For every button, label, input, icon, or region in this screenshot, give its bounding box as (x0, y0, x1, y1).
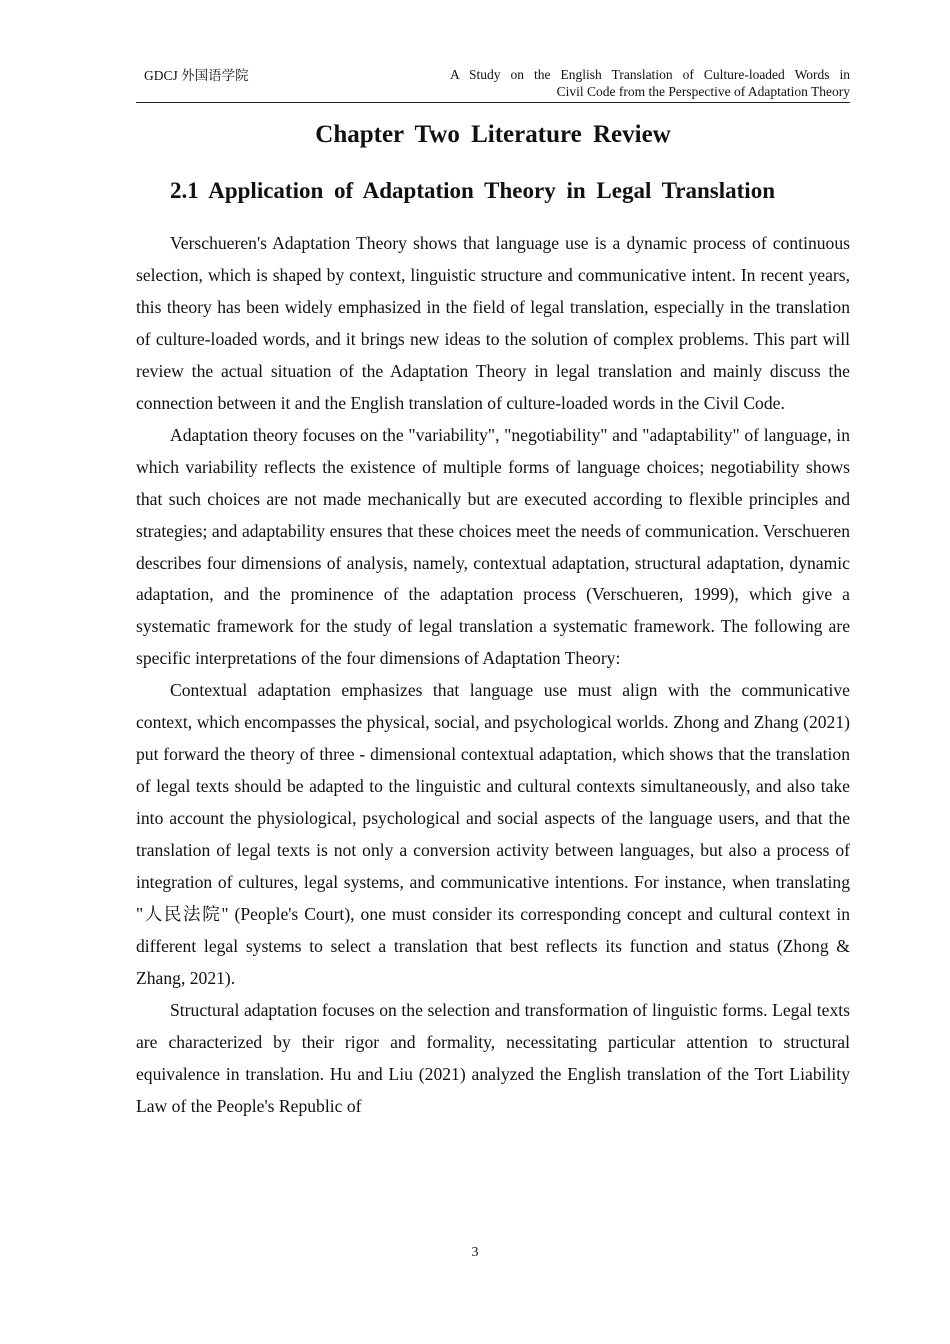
paragraph: Contextual adaptation emphasizes that language use must align with the communicative context, which encompasses the physical, social, and psychological worlds. Zhong and Zhang (2021) put forward the theory of three - dimensional contextual adaptation, which shows that the translation of legal texts should be adapted to the linguistic and cultural contexts simultaneously, and also take into account the physiological, psychological and social aspects of the language users, and that the translation of legal texts is not only a conversion activity between languages, but also a process of integration of cultures, legal systems, and communicative intentions. For instance, when translating "人民法院" (People's Court), one must consider its corresponding concept and cultural context in different legal systems to select a translation that best reflects its function and status (Zhong & Zhang, 2021). (136, 680, 850, 988)
chapter-title: Chapter Two Literature Review (315, 121, 671, 148)
header-institution: GDCJ 外国语学院 (144, 68, 249, 83)
page-number: 3 (471, 1245, 479, 1260)
section-title: 2.1 Application of Adaptation Theory in Legal Translation (170, 178, 775, 203)
header-title-line-1: A Study on the English Translation of Culture-loaded Words in (450, 67, 850, 82)
paragraph: Structural adaptation focuses on the selection and transformation of linguistic forms. Legal texts are characterized by their rigor and formality, necessitating particular attention to structural equivalence in translation. Hu and Liu (2021) analyzed the English translation of the Tort Liability Law of the People's Republic of (136, 999, 850, 1116)
header-thesis-title (450, 66, 850, 100)
paragraph: Verschueren's Adaptation Theory shows that language use is a dynamic process of continuous selection, which is shaped by context, linguistic structure and communicative intent. In recent years, this theory has been widely emphasized in the field of legal translation, especially in the translation of culture-loaded words, and it brings new ideas to the solution of complex problems. This part will review the actual situation of the Adaptation Theory in legal translation and mainly discuss the connection between it and the English translation of culture-loaded words in the Civil Code. (136, 233, 850, 413)
running-header (136, 66, 850, 103)
header-title-line-2: Civil Code from the Perspective of Adaptation Theory (556, 84, 850, 99)
body-text (136, 228, 850, 1123)
page (136, 66, 850, 1123)
paragraph: Adaptation theory focuses on the "variability", "negotiability" and "adaptability" of language, in which variability reflects the existence of multiple forms of language choices; negotiability shows that such choices are not made mechanically but are executed according to flexible principles and strategies; and adaptability ensures that these choices meet the needs of communication. Verschueren describes four dimensions of analysis, namely, contextual adaptation, structural adaptation, dynamic adaptation, and the prominence of the adaptation process (Verschueren, 1999), which give a systematic framework for the study of legal translation a systematic framework. The following are specific interpretations of the four dimensions of Adaptation Theory: (136, 424, 850, 669)
